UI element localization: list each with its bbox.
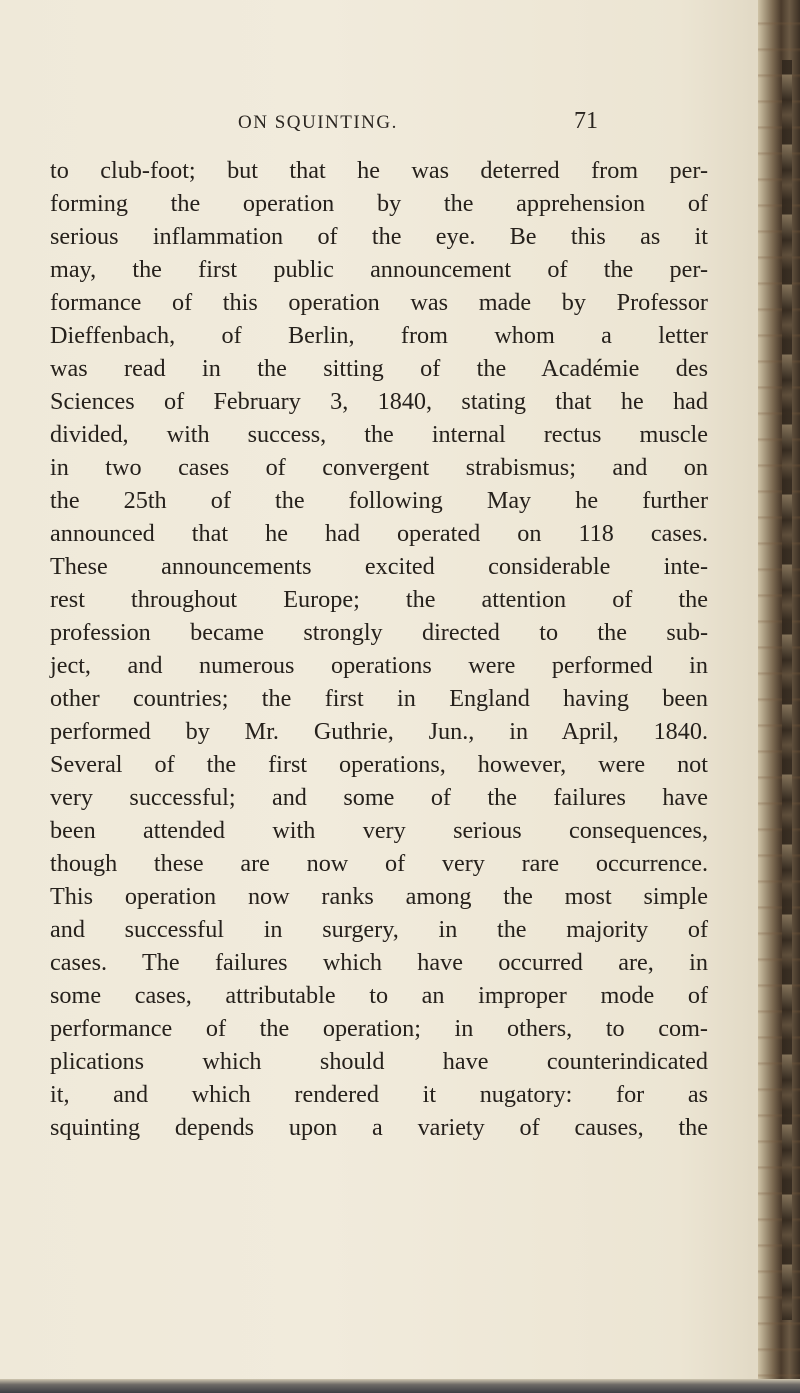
text-line: it, and which rendered it nugatory: for as <box>50 1081 708 1108</box>
text-line: plications which should have counterindicated <box>50 1048 708 1075</box>
page-number: 71 <box>574 108 598 134</box>
text-line: Dieffenbach, of Berlin, from whom a letter <box>50 322 708 349</box>
text-line: to club-foot; but that he was deterred from per- <box>50 157 708 184</box>
text-line: profession became strongly directed to the sub- <box>50 619 708 646</box>
text-line: some cases, attributable to an improper mode of <box>50 982 708 1009</box>
text-line: and successful in surgery, in the majority of <box>50 916 708 943</box>
text-line: rest throughout Europe; the attention of the <box>50 586 708 613</box>
text-line: performed by Mr. Guthrie, Jun., in April, 1840. <box>50 718 708 745</box>
text-line: performance of the operation; in others, to com- <box>50 1015 708 1042</box>
text-line: cases. The failures which have occurred are, in <box>50 949 708 976</box>
page-header <box>48 108 748 142</box>
page-bottom-edge <box>0 1379 800 1393</box>
text-line: ject, and numerous operations were performed in <box>50 652 708 679</box>
text-line: the 25th of the following May he further <box>50 487 708 514</box>
text-line: formance of this operation was made by Professor <box>50 289 708 316</box>
text-line: Several of the first operations, however, were not <box>50 751 708 778</box>
text-line: been attended with very serious consequences, <box>50 817 708 844</box>
text-line: though these are now of very rare occurrence. <box>50 850 708 877</box>
spine-texture <box>782 60 792 1320</box>
text-line: forming the operation by the apprehension of <box>50 190 708 217</box>
text-line: may, the first public announcement of the per- <box>50 256 708 283</box>
text-line: These announcements excited considerable inte- <box>50 553 708 580</box>
book-spine-edge <box>758 0 800 1393</box>
text-line: squinting depends upon a variety of causes, the <box>50 1114 708 1141</box>
text-line: announced that he had operated on 118 cases. <box>50 520 708 547</box>
body-text <box>50 154 708 1144</box>
text-line: This operation now ranks among the most simple <box>50 883 708 910</box>
text-line: in two cases of convergent strabismus; and on <box>50 454 708 481</box>
running-head: ON SQUINTING. <box>238 112 398 133</box>
text-line: divided, with success, the internal rectus muscle <box>50 421 708 448</box>
text-line: other countries; the first in England having been <box>50 685 708 712</box>
text-line: was read in the sitting of the Académie des <box>50 355 708 382</box>
text-line: Sciences of February 3, 1840, stating that he had <box>50 388 708 415</box>
text-line: serious inflammation of the eye. Be this as it <box>50 223 708 250</box>
text-line: very successful; and some of the failures have <box>50 784 708 811</box>
